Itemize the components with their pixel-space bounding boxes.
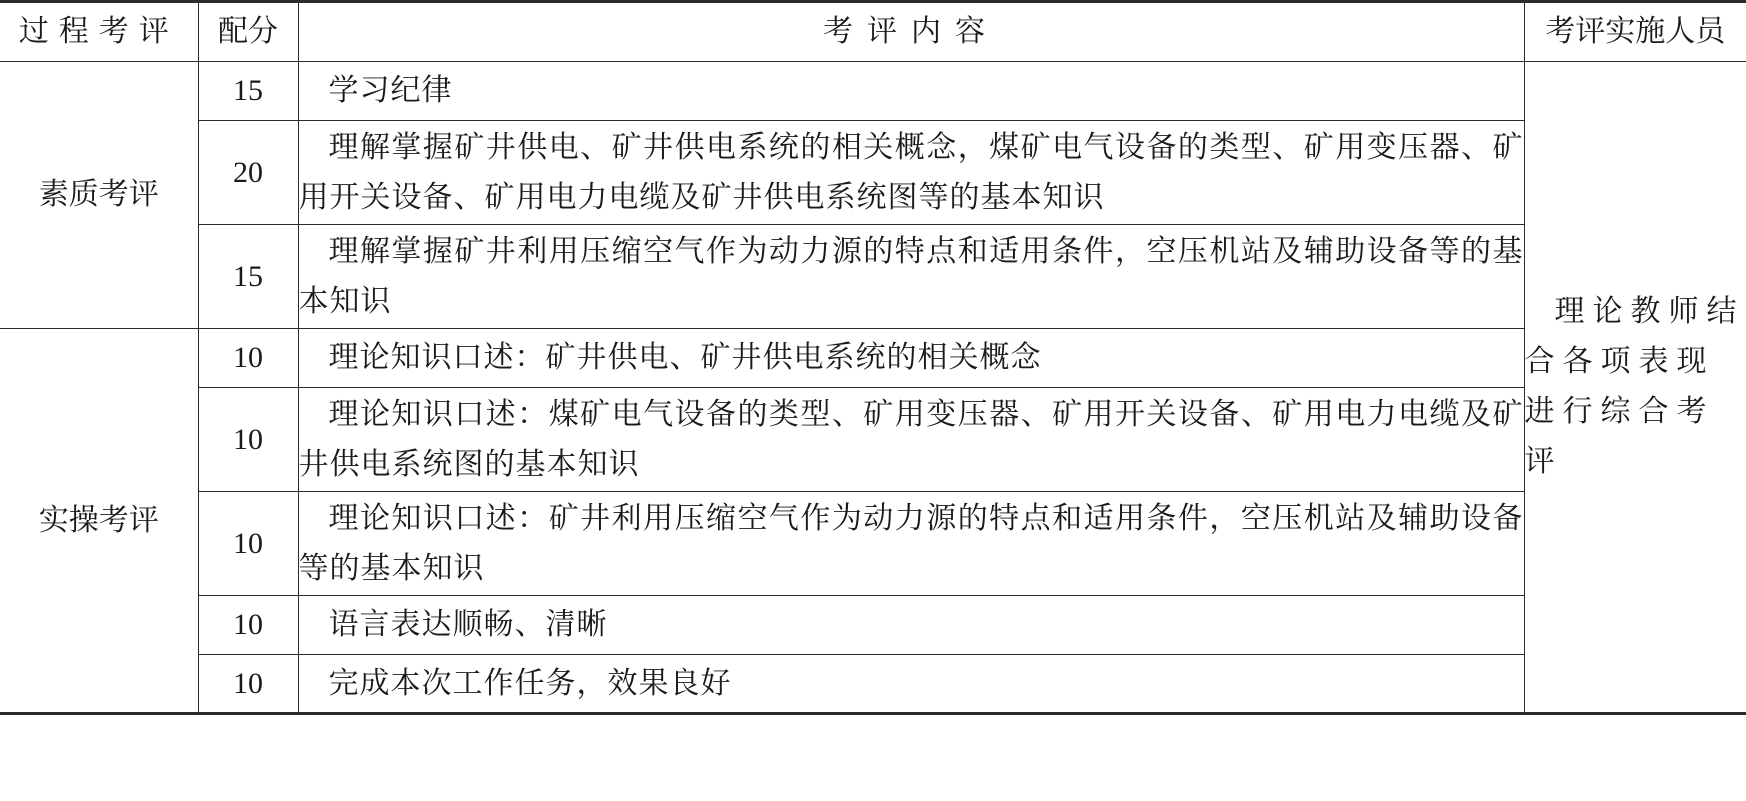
process-cell-quality: 素质考评 — [0, 62, 198, 329]
table-row — [0, 329, 1746, 388]
score-cell: 10 — [198, 329, 298, 388]
table-row — [0, 596, 1746, 655]
staff-cell: 理论教师结合各项表现进行综合考评 — [1524, 62, 1746, 714]
table-row — [0, 492, 1746, 596]
content-cell: 完成本次工作任务，效果良好 — [298, 655, 1524, 714]
table-row — [0, 62, 1746, 121]
content-cell: 理论知识口述：矿井供电、矿井供电系统的相关概念 — [298, 329, 1524, 388]
content-cell: 理论知识口述：煤矿电气设备的类型、矿用变压器、矿用开关设备、矿用电力电缆及矿井供电系统图的基本知识 — [298, 388, 1524, 492]
score-cell: 10 — [198, 596, 298, 655]
score-cell: 10 — [198, 492, 298, 596]
score-cell: 15 — [198, 225, 298, 329]
header-content: 考评内容 — [298, 2, 1524, 62]
table-row — [0, 388, 1746, 492]
table-row — [0, 225, 1746, 329]
score-cell: 15 — [198, 62, 298, 121]
score-cell: 10 — [198, 388, 298, 492]
header-score: 配分 — [198, 2, 298, 62]
content-cell: 理解掌握矿井利用压缩空气作为动力源的特点和适用条件，空压机站及辅助设备等的基本知识 — [298, 225, 1524, 329]
header-process: 过程考评 — [0, 2, 198, 62]
table-row — [0, 121, 1746, 225]
content-cell: 理论知识口述：矿井利用压缩空气作为动力源的特点和适用条件，空压机站及辅助设备等的基本知识 — [298, 492, 1524, 596]
table-row — [0, 655, 1746, 714]
content-cell: 理解掌握矿井供电、矿井供电系统的相关概念，煤矿电气设备的类型、矿用变压器、矿用开关设备、矿用电力电缆及矿井供电系统图等的基本知识 — [298, 121, 1524, 225]
table-header-row — [0, 2, 1746, 62]
score-cell: 10 — [198, 655, 298, 714]
content-cell: 学习纪律 — [298, 62, 1524, 121]
process-cell-practice: 实操考评 — [0, 329, 198, 714]
header-staff: 考评实施人员 — [1524, 2, 1746, 62]
score-cell: 20 — [198, 121, 298, 225]
content-cell: 语言表达顺畅、清晰 — [298, 596, 1524, 655]
